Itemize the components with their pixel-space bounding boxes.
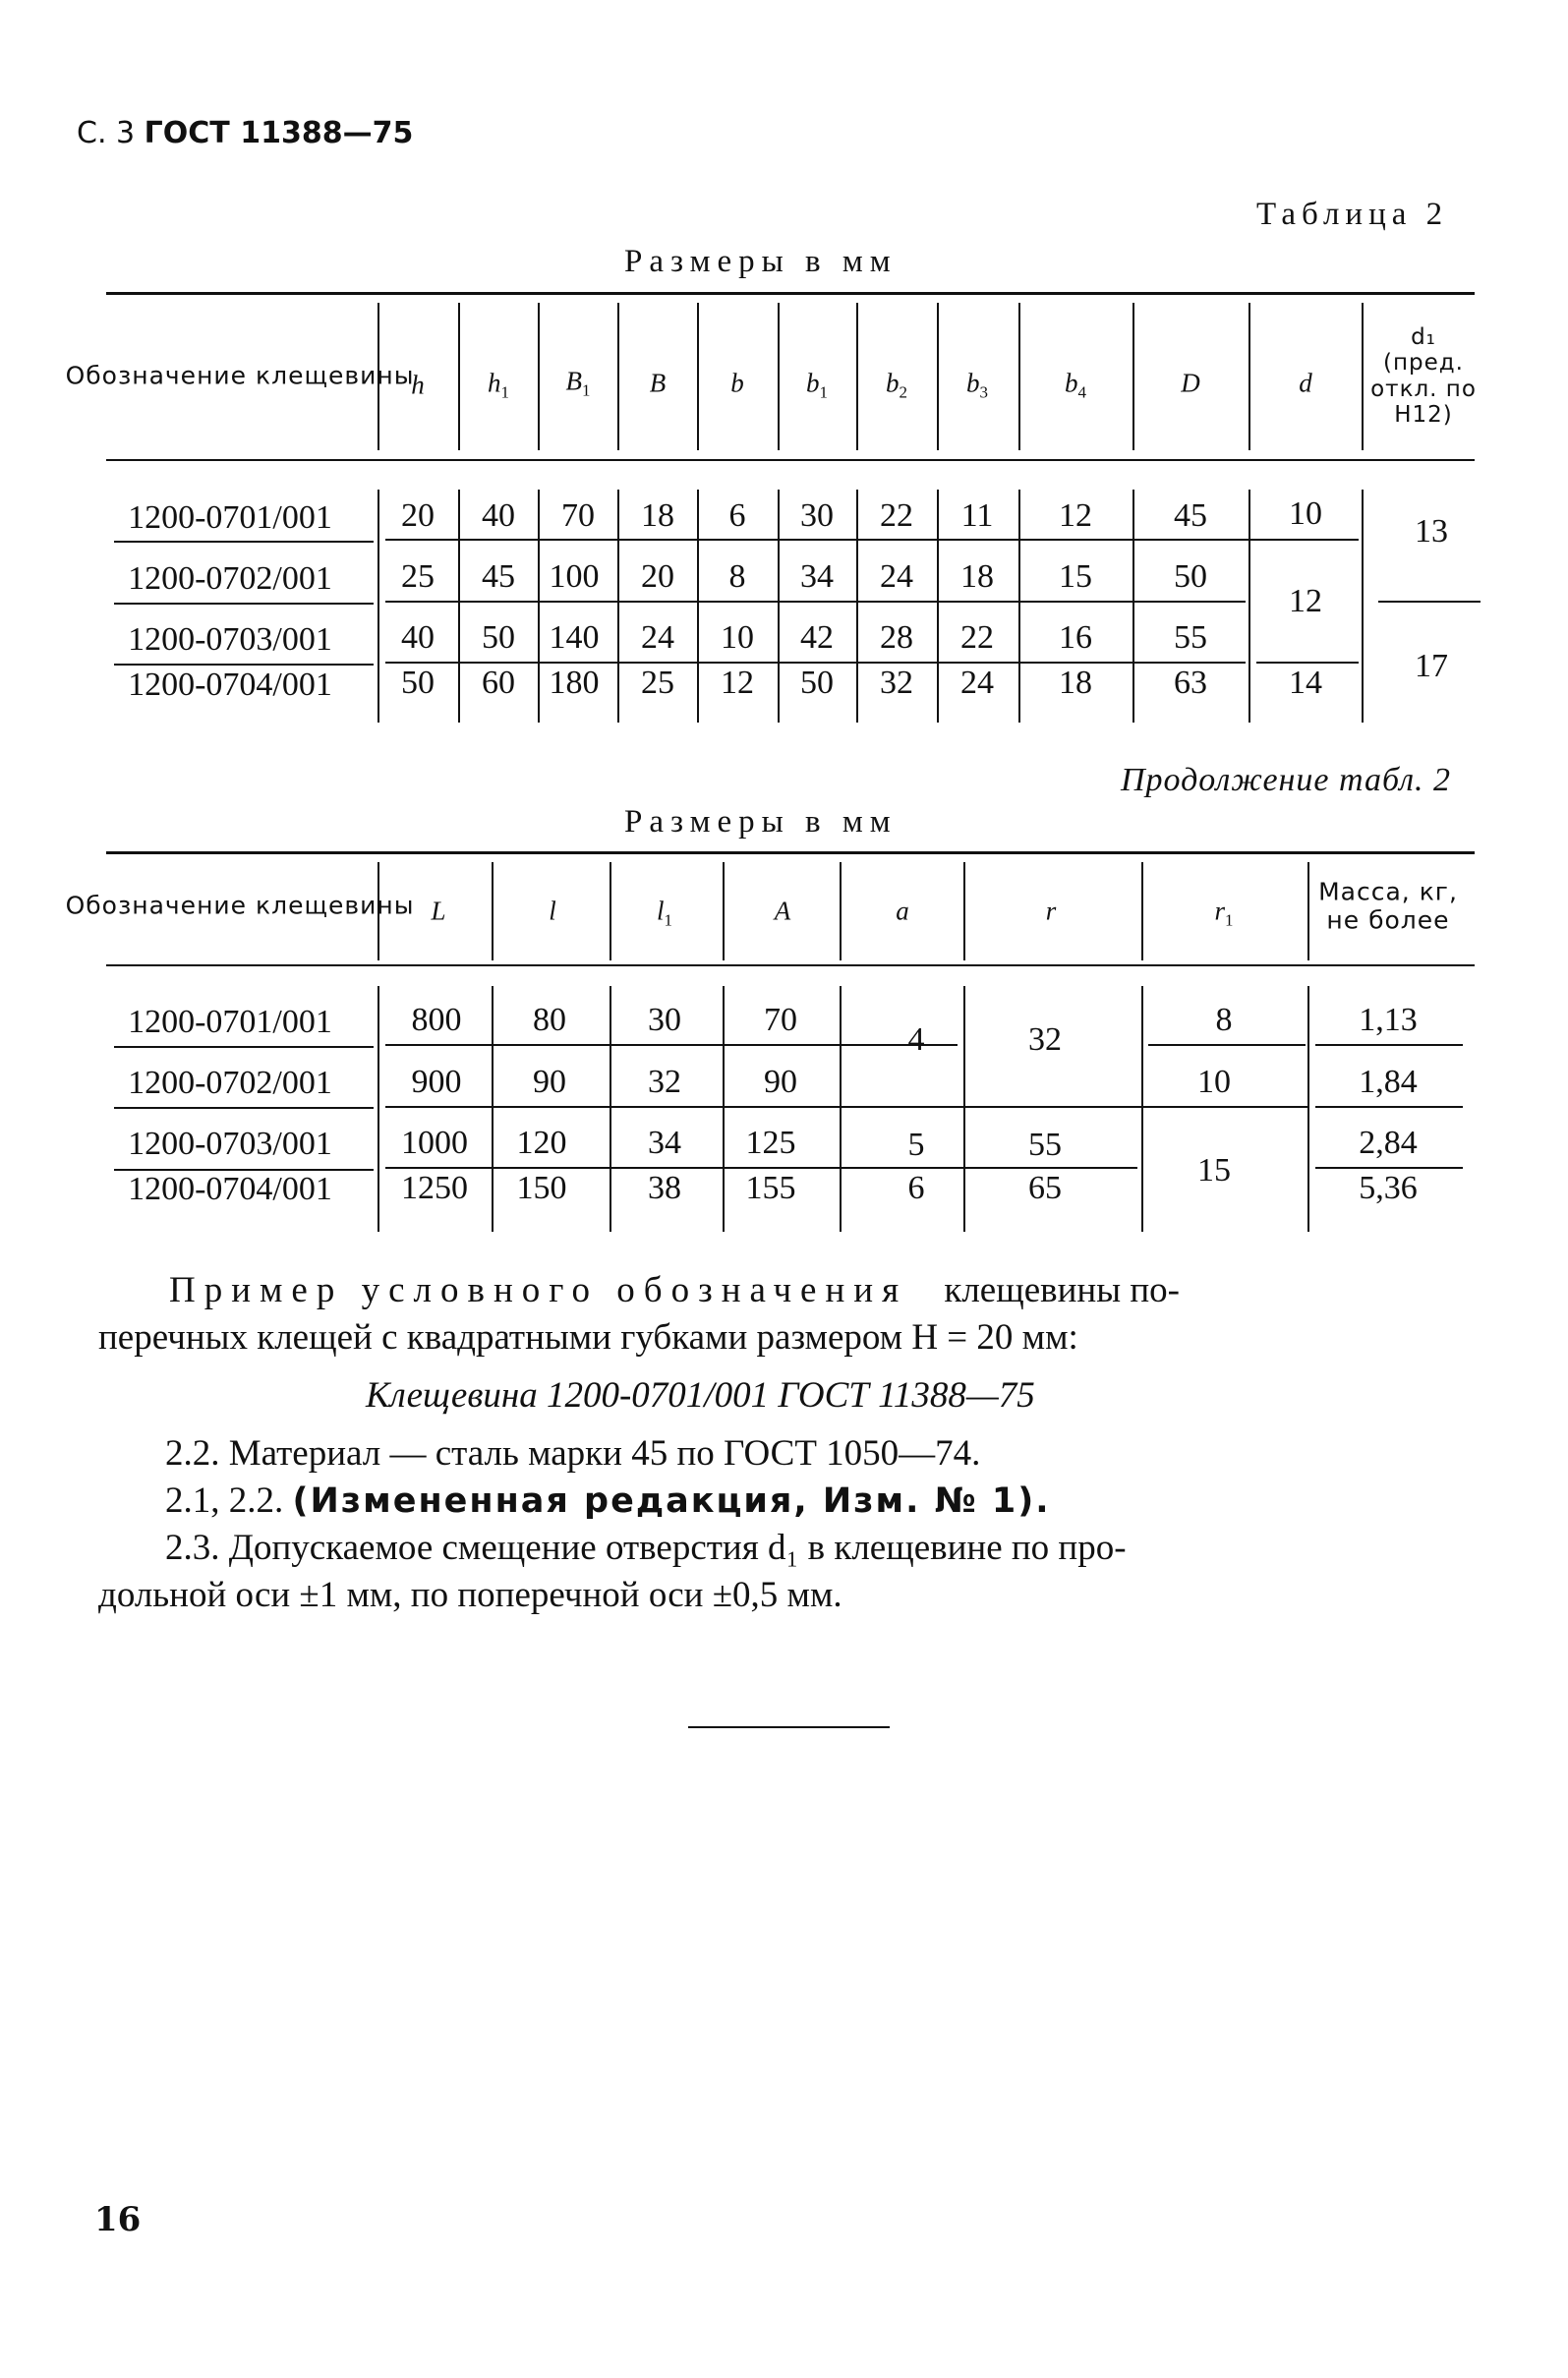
t1-D: 55 [1174, 619, 1207, 656]
row-rule [385, 662, 1246, 664]
header-b1: $b_1$ [806, 368, 828, 402]
header-l1: $l_1$ [656, 896, 673, 930]
header-h1: $h_1$ [488, 368, 509, 402]
row-rule [385, 1044, 958, 1046]
t1-d: 14 [1289, 665, 1322, 701]
divider [1141, 986, 1143, 1232]
table2-caption: Продолжение табл. 2 [1121, 762, 1452, 798]
row-rule [114, 1046, 374, 1048]
header-b3: $b_3$ [966, 368, 988, 402]
table1-top-rule [106, 292, 1475, 295]
divider [697, 490, 699, 723]
row-rule [385, 1167, 1137, 1169]
t1-b2: 32 [880, 665, 913, 701]
t2-r: 32 [1028, 1021, 1062, 1058]
t1-h: 40 [401, 619, 435, 656]
t1-b3: 22 [960, 619, 994, 656]
paragraph-amendment [165, 1478, 1051, 1525]
t2-l1: 32 [648, 1064, 681, 1100]
example-line1-rest: клещевины по- [944, 1270, 1180, 1310]
t1-b1: 34 [800, 558, 834, 595]
header-L: L [431, 896, 446, 926]
table1-designation-header: Обозначение клещевины [65, 361, 415, 390]
t1-b4: 12 [1059, 497, 1092, 534]
divider [723, 862, 725, 960]
t1-b2: 28 [880, 619, 913, 656]
divider [1249, 303, 1250, 450]
t2-l: 120 [516, 1125, 567, 1161]
divider [963, 862, 965, 960]
divider [458, 490, 460, 723]
t1-b2: 24 [880, 558, 913, 595]
t1-B: 20 [641, 558, 674, 595]
t1-h1: 40 [482, 497, 515, 534]
t2-L: 900 [411, 1064, 462, 1100]
t2-L: 800 [411, 1002, 462, 1038]
t2-r: 65 [1028, 1170, 1062, 1206]
example-spaced-text: Пример условного обозначения [169, 1270, 908, 1310]
divider [1307, 986, 1309, 1232]
t2-a: 4 [907, 1021, 925, 1058]
t1-B1: 180 [549, 665, 600, 701]
divider [1249, 490, 1250, 723]
paragraph-2-2: 2.2. Материал — сталь марки 45 по ГОСТ 1050—74. [165, 1433, 981, 1474]
row-rule [1256, 662, 1359, 664]
t2-r1: 15 [1197, 1152, 1231, 1189]
divider [856, 303, 858, 450]
table1-row1-id: 1200-0701/001 [128, 499, 332, 536]
t2-mass: 1,84 [1359, 1064, 1418, 1100]
t1-b3: 18 [960, 558, 994, 595]
t1-d1: 17 [1415, 648, 1448, 684]
table1-caption: Таблица 2 [1256, 197, 1449, 232]
table2-row3-id: 1200-0703/001 [128, 1126, 332, 1162]
t2-r: 55 [1028, 1127, 1062, 1163]
t2-A: 90 [764, 1064, 797, 1100]
divider [723, 986, 725, 1232]
row-rule [1315, 1044, 1463, 1046]
divider [778, 303, 780, 450]
row-rule [114, 541, 374, 543]
table1-row2-id: 1200-0702/001 [128, 560, 332, 597]
t2-mass: 1,13 [1359, 1002, 1418, 1038]
header-r: r [1045, 896, 1057, 926]
divider [492, 986, 494, 1232]
row-rule [1378, 601, 1481, 603]
t1-B: 25 [641, 665, 674, 701]
t1-B1: 70 [561, 497, 595, 534]
table2-row2-id: 1200-0702/001 [128, 1065, 332, 1101]
example-line2: перечных клещей с квадратными губками размером H = 20 мм: [98, 1317, 1078, 1358]
header-B1: $B_1$ [565, 366, 591, 400]
t2-l: 90 [533, 1064, 566, 1100]
header-D: D [1181, 368, 1200, 398]
page-prefix: С. 3 [77, 116, 136, 150]
paragraph-2-3-line1: 2.3. Допускаемое смещение отверстия d₁ в клещевине по про- [165, 1528, 1127, 1568]
divider [1018, 490, 1020, 723]
t1-b2: 22 [880, 497, 913, 534]
t2-L: 1250 [401, 1170, 468, 1206]
divider [1141, 862, 1143, 960]
divider [840, 986, 842, 1232]
t1-b3: 24 [960, 665, 994, 701]
t1-b4: 18 [1059, 665, 1092, 701]
t1-b3: 11 [960, 497, 994, 534]
table1-row3-id: 1200-0703/001 [128, 621, 332, 658]
table2-units: Размеры в мм [624, 804, 898, 840]
divider [840, 862, 842, 960]
table1-row4-id: 1200-0704/001 [128, 667, 332, 703]
t1-b: 12 [721, 665, 754, 701]
header-B: B [649, 368, 667, 398]
divider [617, 303, 619, 450]
divider [617, 490, 619, 723]
divider [937, 490, 939, 723]
divider [492, 862, 494, 960]
row-rule [1315, 1167, 1463, 1169]
row-rule [385, 1106, 1309, 1108]
t1-b4: 15 [1059, 558, 1092, 595]
divider [1362, 490, 1364, 723]
header-r1: $r_1$ [1214, 896, 1234, 930]
header-d1: d₁ (пред. откл. по H12) [1370, 324, 1477, 429]
t2-l: 80 [533, 1002, 566, 1038]
divider [1132, 490, 1134, 723]
t2-a: 6 [907, 1170, 925, 1206]
document-header [77, 116, 413, 150]
row-rule [1315, 1106, 1463, 1108]
header-b2: $b_2$ [886, 368, 907, 402]
end-rule [688, 1726, 890, 1728]
header-l: l [549, 896, 556, 926]
example-line1 [169, 1267, 1180, 1314]
t1-B: 24 [641, 619, 674, 656]
t1-D: 45 [1174, 497, 1207, 534]
t1-b: 10 [721, 619, 754, 656]
table1-header-rule [106, 459, 1475, 461]
divider [610, 862, 611, 960]
divider [1307, 862, 1309, 960]
gost-number: ГОСТ 11388—75 [144, 116, 414, 150]
t1-h: 25 [401, 558, 435, 595]
row-rule [114, 664, 374, 666]
amendment-prefix: 2.1, 2.2. [165, 1480, 284, 1521]
t1-d1: 13 [1415, 513, 1448, 550]
t1-d: 12 [1289, 583, 1322, 619]
t1-b: 6 [728, 497, 746, 534]
t2-mass: 2,84 [1359, 1125, 1418, 1161]
table2-top-rule [106, 851, 1475, 854]
t1-h1: 45 [482, 558, 515, 595]
t1-D: 50 [1174, 558, 1207, 595]
row-rule [1148, 1044, 1306, 1046]
header-d: d [1299, 368, 1312, 398]
t2-r1: 10 [1197, 1064, 1231, 1100]
t2-l: 150 [516, 1170, 567, 1206]
divider [963, 986, 965, 1232]
row-rule [385, 601, 1246, 603]
divider [697, 303, 699, 450]
table2-designation-header: Обозначение клещевины [65, 891, 415, 920]
row-rule [114, 1107, 374, 1109]
t2-A: 155 [745, 1170, 796, 1206]
t2-r1: 8 [1215, 1002, 1233, 1038]
t1-b1: 50 [800, 665, 834, 701]
divider [377, 986, 379, 1232]
row-rule [114, 603, 374, 605]
t2-L: 1000 [401, 1125, 468, 1161]
divider [1132, 303, 1134, 450]
t2-a: 5 [907, 1127, 925, 1163]
t1-d: 10 [1289, 495, 1322, 532]
row-rule [385, 539, 1359, 541]
header-b4: $b_4$ [1065, 368, 1086, 402]
t2-l1: 30 [648, 1002, 681, 1038]
divider [538, 490, 540, 723]
example-designation: Клещевина 1200-0701/001 ГОСТ 11388—75 [366, 1375, 1035, 1416]
divider [538, 303, 540, 450]
table2-row1-id: 1200-0701/001 [128, 1004, 332, 1040]
t1-b: 8 [728, 558, 746, 595]
t2-mass: 5,36 [1359, 1170, 1418, 1206]
t2-l1: 34 [648, 1125, 681, 1161]
divider [458, 303, 460, 450]
t1-h1: 50 [482, 619, 515, 656]
table2-row4-id: 1200-0704/001 [128, 1171, 332, 1207]
t1-b4: 16 [1059, 619, 1092, 656]
divider [610, 986, 611, 1232]
header-b: b [730, 368, 744, 398]
paragraph-2-3-line2: дольной оси ±1 мм, по поперечной оси ±0,5 мм. [98, 1575, 842, 1615]
t1-h1: 60 [482, 665, 515, 701]
divider [377, 490, 379, 723]
t1-B1: 100 [549, 558, 600, 595]
table2-header-rule [106, 964, 1475, 966]
header-h: h [411, 370, 425, 400]
divider [856, 490, 858, 723]
header-a: a [896, 896, 909, 926]
divider [937, 303, 939, 450]
header-A: A [774, 896, 791, 926]
t1-B: 18 [641, 497, 674, 534]
divider [1018, 303, 1020, 450]
t1-B1: 140 [549, 619, 600, 656]
divider [778, 490, 780, 723]
page-number: 16 [94, 2200, 142, 2239]
amendment-note: (Измененная редакция, Изм. № 1). [292, 1481, 1051, 1521]
t1-b1: 42 [800, 619, 834, 656]
t1-b1: 30 [800, 497, 834, 534]
t1-D: 63 [1174, 665, 1207, 701]
t2-A: 70 [764, 1002, 797, 1038]
table1-units: Размеры в мм [624, 244, 898, 279]
t2-l1: 38 [648, 1170, 681, 1206]
table2-mass-header: Масса, кг, не более [1318, 877, 1458, 934]
t1-h: 50 [401, 665, 435, 701]
t2-A: 125 [745, 1125, 796, 1161]
t1-h: 20 [401, 497, 435, 534]
divider [1362, 303, 1364, 450]
